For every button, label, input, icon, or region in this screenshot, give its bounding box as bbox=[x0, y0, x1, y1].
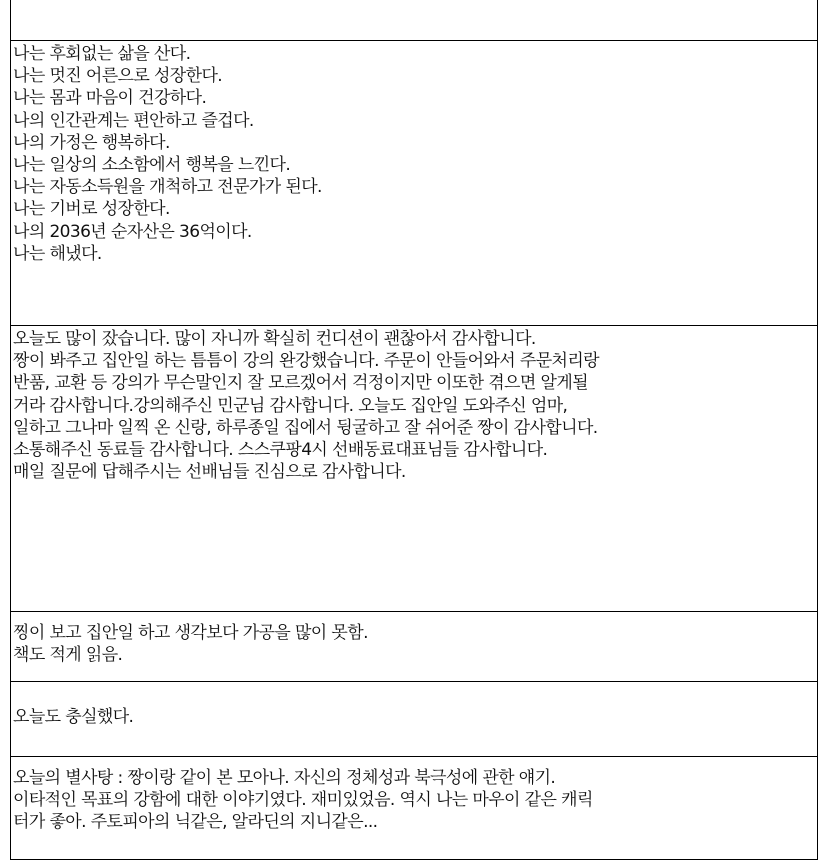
reflection-line: 책도 적게 읽음. bbox=[13, 645, 123, 666]
gratitude-line: 거라 감사합니다.강의해주신 민군님 감사합니다. 오늘도 집안일 도와주신 엄마, bbox=[13, 395, 568, 416]
affirmation-line: 나의 2036년 순자산은 36억이다. bbox=[13, 221, 252, 242]
gratitude-line: 오늘도 많이 잤습니다. 많이 자니까 확실히 컨디션이 괜찮아서 감사합니다. bbox=[13, 329, 536, 349]
affirmation-line: 나의 인간관계는 편안하고 즐겁다. bbox=[13, 110, 254, 131]
affirmation-line: 나는 몸과 마음이 건강하다. bbox=[13, 88, 207, 109]
affirmation-line: 나는 후회없는 삶을 산다. bbox=[13, 44, 191, 64]
gratitude-line: 짱이 봐주고 집안일 하는 틈틈이 강의 완강했습니다. 주문이 안들어와서 주문처리랑 bbox=[13, 351, 599, 372]
journal-table bbox=[10, 0, 818, 860]
affirmation-line: 나는 자동소득원을 개척하고 전문가가 된다. bbox=[13, 177, 322, 198]
gratitude-line: 반품, 교환 등 강의가 무슨말인지 잘 모르겠어서 걱정이지만 이또한 겪으면 알게될 bbox=[13, 373, 588, 394]
affirmations-lines bbox=[13, 43, 817, 265]
affirmations-cell bbox=[11, 40, 817, 325]
highlight-lines bbox=[13, 759, 817, 834]
summary-cell bbox=[11, 681, 817, 756]
gratitude-cell bbox=[11, 325, 817, 611]
gratitude-line: 매일 질문에 답해주시는 선배님들 진심으로 감사합니다. bbox=[13, 462, 406, 483]
header-empty-cell bbox=[11, 0, 817, 40]
gratitude-line: 소통해주신 동료들 감사합니다. 스스쿠팡4시 선배동료대표님들 감사합니다. bbox=[13, 440, 548, 461]
highlight-line: 터가 좋아. 주토피아의 닉같은, 알라딘의 지니같은... bbox=[13, 812, 378, 833]
reflection-line: 찡이 보고 집안일 하고 생각보다 가공을 많이 못함. bbox=[13, 623, 368, 643]
summary-line: 오늘도 충실했다. bbox=[13, 707, 134, 727]
affirmation-line: 나의 가정은 행복하다. bbox=[13, 132, 170, 153]
gratitude-lines bbox=[13, 328, 817, 483]
highlight-line: 오늘의 별사탕 : 짱이랑 같이 본 모아나. 자신의 정체성과 북극성에 관한 얘기. bbox=[13, 768, 556, 788]
highlight-cell bbox=[11, 756, 817, 860]
reflection-lines bbox=[13, 614, 817, 666]
reflection-cell bbox=[11, 611, 817, 681]
gratitude-line: 일하고 그나마 일찍 온 신랑, 하루종일 집에서 뒹굴하고 잘 쉬어준 짱이 감사합니다. bbox=[13, 417, 598, 438]
affirmation-line: 나는 기버로 성장한다. bbox=[13, 199, 170, 220]
summary-lines bbox=[13, 684, 817, 728]
affirmation-line: 나는 멋진 어른으로 성장한다. bbox=[13, 66, 223, 87]
affirmation-line: 나는 일상의 소소함에서 행복을 느낀다. bbox=[13, 155, 291, 176]
highlight-line: 이타적인 목표의 강함에 대한 이야기였다. 재미있었음. 역시 나는 마우이 같은 캐릭 bbox=[13, 790, 593, 811]
affirmation-line: 나는 해냈다. bbox=[13, 243, 102, 264]
